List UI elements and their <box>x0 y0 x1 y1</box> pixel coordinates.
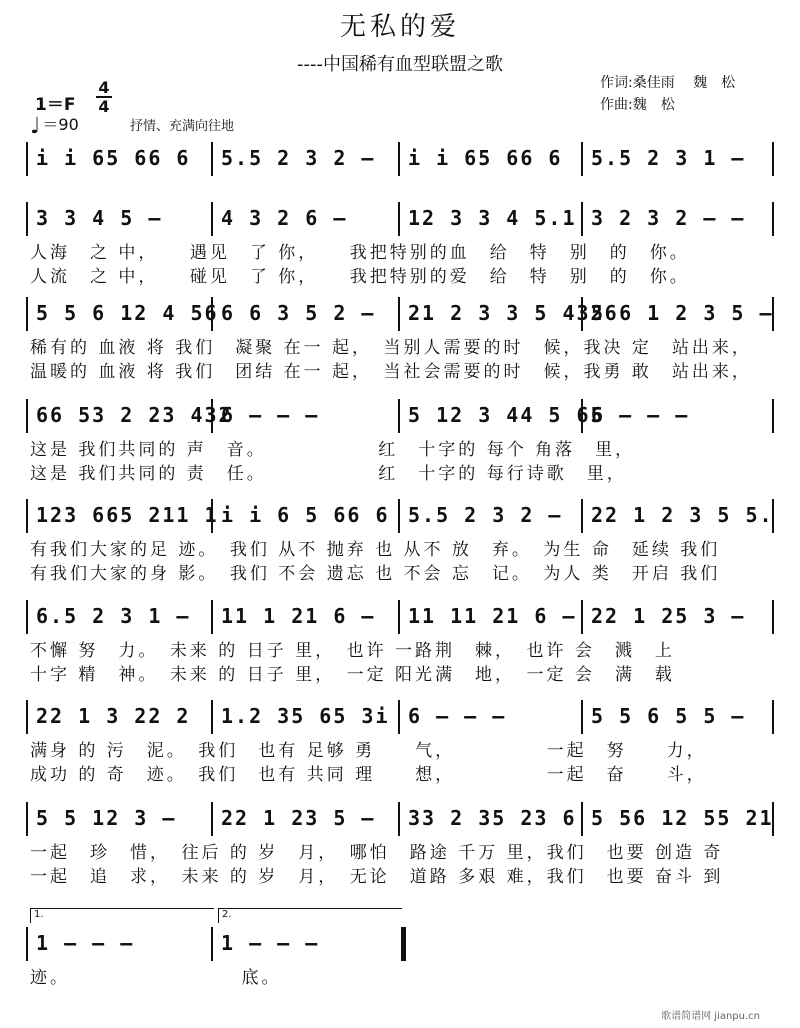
barline <box>211 700 213 734</box>
measure: i i 6 5 66 6 <box>221 503 390 527</box>
measure: 22 1 23 5 – <box>221 806 376 830</box>
measure: 3 3 4 5 – <box>36 206 163 230</box>
staff-row <box>30 925 775 988</box>
lyric-line-2: 有我们大家的身 影。 我们 不会 遗忘 也 不会 忘 记。 为人 类 开启 我们 <box>30 564 721 584</box>
barline <box>211 142 213 176</box>
barline <box>211 202 213 236</box>
barline <box>26 927 28 961</box>
barline-end <box>772 700 774 734</box>
barline <box>581 142 583 176</box>
staff-row <box>30 497 775 584</box>
measure: 6 – – – <box>408 704 507 728</box>
staff <box>30 200 775 236</box>
measure: 22 1 2 3 5 5. <box>591 503 774 527</box>
measure: 22 1 3 22 2 <box>36 704 191 728</box>
barline <box>211 600 213 634</box>
measure: 11 11 21 6 – <box>408 604 577 628</box>
staff <box>30 598 775 634</box>
barline <box>211 927 213 961</box>
lyric-line-1: 这是 我们共同的 声 音。 红 十字的 每个 角落 里， <box>30 440 636 460</box>
barline-end <box>772 499 774 533</box>
barline <box>398 202 400 236</box>
lyric-line-1: 不懈 努 力。 未来 的 日子 里， 也许 一路荆 棘， 也许 会 溅 上 <box>30 641 675 661</box>
measure: 5 12 3 44 5 65 <box>408 403 605 427</box>
staff-row <box>30 397 775 484</box>
barline <box>581 802 583 836</box>
barline <box>211 802 213 836</box>
lyric-line-2: 十字 精 神。 未来 的 日子 里， 一定 阳光满 地， 一定 会 满 载 <box>30 665 675 685</box>
measure: i i 65 66 6 <box>408 146 563 170</box>
measure: 5.5 2 3 1 – <box>591 146 746 170</box>
measure: 5 5 6 12 4 56 <box>36 301 219 325</box>
measure: 123 665 211 1 <box>36 503 219 527</box>
lyric-line-2: 这是 我们共同的 责 任。 红 十字的 每行诗歌 里， <box>30 464 627 484</box>
barline <box>398 499 400 533</box>
measure: 1.2 35 65 3i <box>221 704 390 728</box>
lyric-line-1: 有我们大家的足 迹。 我们 从不 抛弃 也 从不 放 弃。 为生 命 延续 我们 <box>30 540 721 560</box>
measure: 6 – – – <box>591 403 690 427</box>
watermark: 歌谱简谱网 jianpu.cn <box>661 1011 760 1022</box>
staff <box>30 397 775 433</box>
volta-2: 2. <box>218 908 402 923</box>
lyric-line-1: 一起 珍 惜， 往后 的 岁 月， 哪怕 路途 千万 里，我们 也要 创造 奇 <box>30 843 724 863</box>
measure: 6 – – – <box>221 403 320 427</box>
barline <box>211 297 213 331</box>
song-title: 无私的爱 <box>339 12 460 42</box>
barline <box>581 499 583 533</box>
measure: 5 5 12 3 – <box>36 806 177 830</box>
barline <box>26 499 28 533</box>
barline-end <box>772 802 774 836</box>
measure: 5.5 2 3 2 – <box>408 503 563 527</box>
staff-row <box>30 598 775 685</box>
staff <box>30 295 775 331</box>
staff <box>30 140 775 176</box>
barline <box>26 399 28 433</box>
barline-end <box>772 600 774 634</box>
staff-row <box>30 200 775 287</box>
barline <box>398 600 400 634</box>
expression-marking: 抒情、充满向往地 <box>130 119 235 134</box>
lyric-line-1: 稀有的 血液 将 我们 凝聚 在一 起， 当别人需要的时 候，我决 定 站出来， <box>30 338 752 358</box>
barline <box>398 142 400 176</box>
staff <box>30 698 775 734</box>
barline <box>26 802 28 836</box>
lyric-line-2: 一起 追 求， 未来 的 岁 月， 无论 道路 多艰 难，我们 也要 奋斗 到 <box>30 867 724 887</box>
measure: 33 2 35 23 6 <box>408 806 577 830</box>
measure: i i 65 66 6 <box>36 146 191 170</box>
barline <box>26 297 28 331</box>
credits <box>600 72 735 116</box>
barline-end <box>401 927 406 961</box>
quarter-note-icon: ♩ <box>30 114 41 139</box>
measure: 6 6 3 5 2 – <box>221 301 376 325</box>
measure: 5 56 12 55 21 <box>591 806 774 830</box>
lyric-line-2: 人流 之 中， 碰见 了 你， 我把特别的爱 给 特 别 的 你。 <box>30 267 690 287</box>
barline <box>211 499 213 533</box>
measure: 22 1 25 3 – <box>591 604 746 628</box>
measure: 6.5 2 3 1 – <box>36 604 191 628</box>
measure: 5 6 1 2 3 5 – <box>591 301 774 325</box>
barline <box>398 802 400 836</box>
barline <box>581 202 583 236</box>
measure: 5.5 2 3 2 – <box>221 146 376 170</box>
time-bottom: 4 <box>98 97 110 116</box>
lyric-line-2: 成功 的 奇 迹。 我们 也有 共同 理 想， 一起 奋 斗， <box>30 765 707 785</box>
tempo-value: ＝90 <box>42 115 79 134</box>
measure: 5 5 6 5 5 – <box>591 704 746 728</box>
barline <box>26 600 28 634</box>
time-top: 4 <box>98 78 110 97</box>
barline-end <box>772 399 774 433</box>
tempo-marking <box>30 112 79 139</box>
time-signature <box>96 80 112 114</box>
measure: 3 2 3 2 – – <box>591 206 746 230</box>
composer: 作曲:魏 松 <box>600 97 675 113</box>
measure: 11 1 21 6 – <box>221 604 376 628</box>
staff-row <box>30 698 775 785</box>
barline <box>26 142 28 176</box>
barline <box>581 600 583 634</box>
staff-row <box>30 140 775 176</box>
barline <box>211 399 213 433</box>
lyricist: 作词:桑佳雨 魏 松 <box>600 75 736 91</box>
barline <box>398 700 400 734</box>
measure: 66 53 2 23 432 <box>36 403 233 427</box>
measure: 12 3 3 4 5.1 <box>408 206 577 230</box>
barline <box>398 399 400 433</box>
song-subtitle: ----中国稀有血型联盟之歌 <box>297 54 503 75</box>
measure: 21 2 3 3 5 4326 <box>408 301 619 325</box>
lyric-line-1: 人海 之 中， 遇见 了 你， 我把特别的血 给 特 别 的 你。 <box>30 243 690 263</box>
lyric-line-1: 满身 的 污 泥。 我们 也有 足够 勇 气， 一起 努 力， <box>30 741 707 761</box>
measure: 1 – – – <box>36 931 135 955</box>
measure: 4 3 2 6 – <box>221 206 348 230</box>
key-signature: 1＝F <box>35 95 76 115</box>
barline <box>398 297 400 331</box>
barline-end <box>772 297 774 331</box>
staff-row <box>30 295 775 382</box>
staff <box>30 800 775 836</box>
lyric-line-2: 温暖的 血液 将 我们 团结 在一 起， 当社会需要的时 候，我勇 敢 站出来， <box>30 362 752 382</box>
barline <box>581 297 583 331</box>
staff <box>30 925 775 961</box>
barline <box>26 700 28 734</box>
volta-1: 1. <box>30 908 214 923</box>
barline-end <box>772 142 774 176</box>
barline <box>581 399 583 433</box>
staff <box>30 497 775 533</box>
measure: 1 – – – <box>221 931 320 955</box>
barline <box>26 202 28 236</box>
staff-row <box>30 800 775 887</box>
barline-end <box>772 202 774 236</box>
lyric-line-1: 迹。 底。 <box>30 968 282 988</box>
barline <box>581 700 583 734</box>
